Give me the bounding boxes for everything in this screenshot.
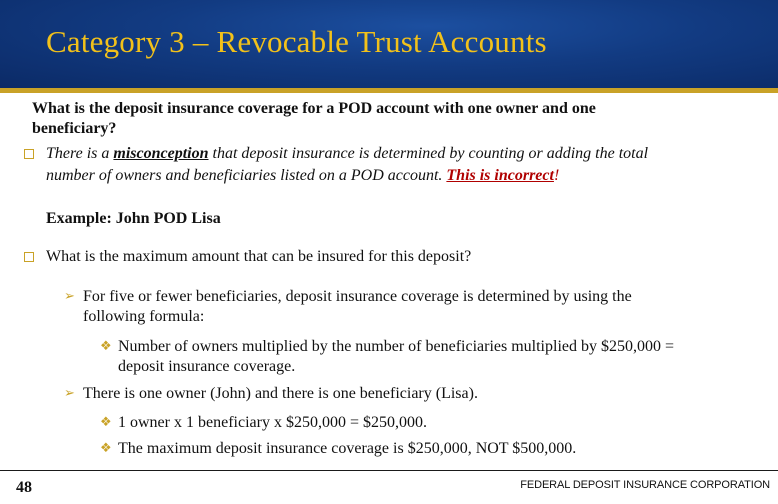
owner-beneficiary-statement: There is one owner (John) and there is one beneficiary (Lisa). <box>83 385 478 402</box>
misconception-keyword: misconception <box>113 145 209 162</box>
slide-title: Category 3 – Revocable Trust Accounts <box>46 24 547 59</box>
question-line-2: beneficiary? <box>32 120 117 137</box>
formula-line-2: deposit insurance coverage. <box>118 358 296 375</box>
diamond-bullet-icon: ❖ <box>100 415 112 430</box>
diamond-bullet-icon: ❖ <box>100 339 112 354</box>
incorrect-exclamation: ! <box>553 167 560 184</box>
formula-intro-line-2: following formula: <box>83 308 205 325</box>
square-bullet-icon <box>24 252 34 262</box>
diamond-bullet-icon: ❖ <box>100 441 112 456</box>
title-banner-accent <box>0 88 778 93</box>
arrow-bullet-icon: ➢ <box>64 386 75 401</box>
square-bullet-icon <box>24 149 34 159</box>
formula-line-1: Number of owners multiplied by the number of beneficiaries multiplied by $250,000 = <box>118 338 675 355</box>
formula-intro-line-1: For five or fewer beneficiaries, deposit insurance coverage is determined by using the <box>83 288 632 305</box>
calculation-line: 1 owner x 1 beneficiary x $250,000 = $250,000. <box>118 414 427 431</box>
misconception-text-d: number of owners and beneficiaries listed on a POD account. <box>46 167 447 184</box>
incorrect-emphasis: This is incorrect <box>446 167 554 184</box>
misconception-line-2 <box>46 166 559 186</box>
max-amount-question: What is the maximum amount that can be insured for this deposit? <box>46 248 472 265</box>
question-line-1: What is the deposit insurance coverage for a POD account with one owner and one <box>32 100 596 117</box>
misconception-text-a: There is a <box>46 145 114 162</box>
title-banner <box>0 0 778 88</box>
maximum-coverage-line: The maximum deposit insurance coverage is $250,000, NOT $500,000. <box>118 440 577 457</box>
footer-divider <box>0 470 778 471</box>
misconception-text-c: that deposit insurance is determined by counting or adding the total <box>208 145 649 162</box>
arrow-bullet-icon: ➢ <box>64 289 75 304</box>
misconception-line-1 <box>46 144 648 164</box>
footer-organization: FEDERAL DEPOSIT INSURANCE CORPORATION <box>520 479 770 491</box>
page-number: 48 <box>16 479 32 496</box>
example-label: Example: John POD Lisa <box>46 210 221 227</box>
